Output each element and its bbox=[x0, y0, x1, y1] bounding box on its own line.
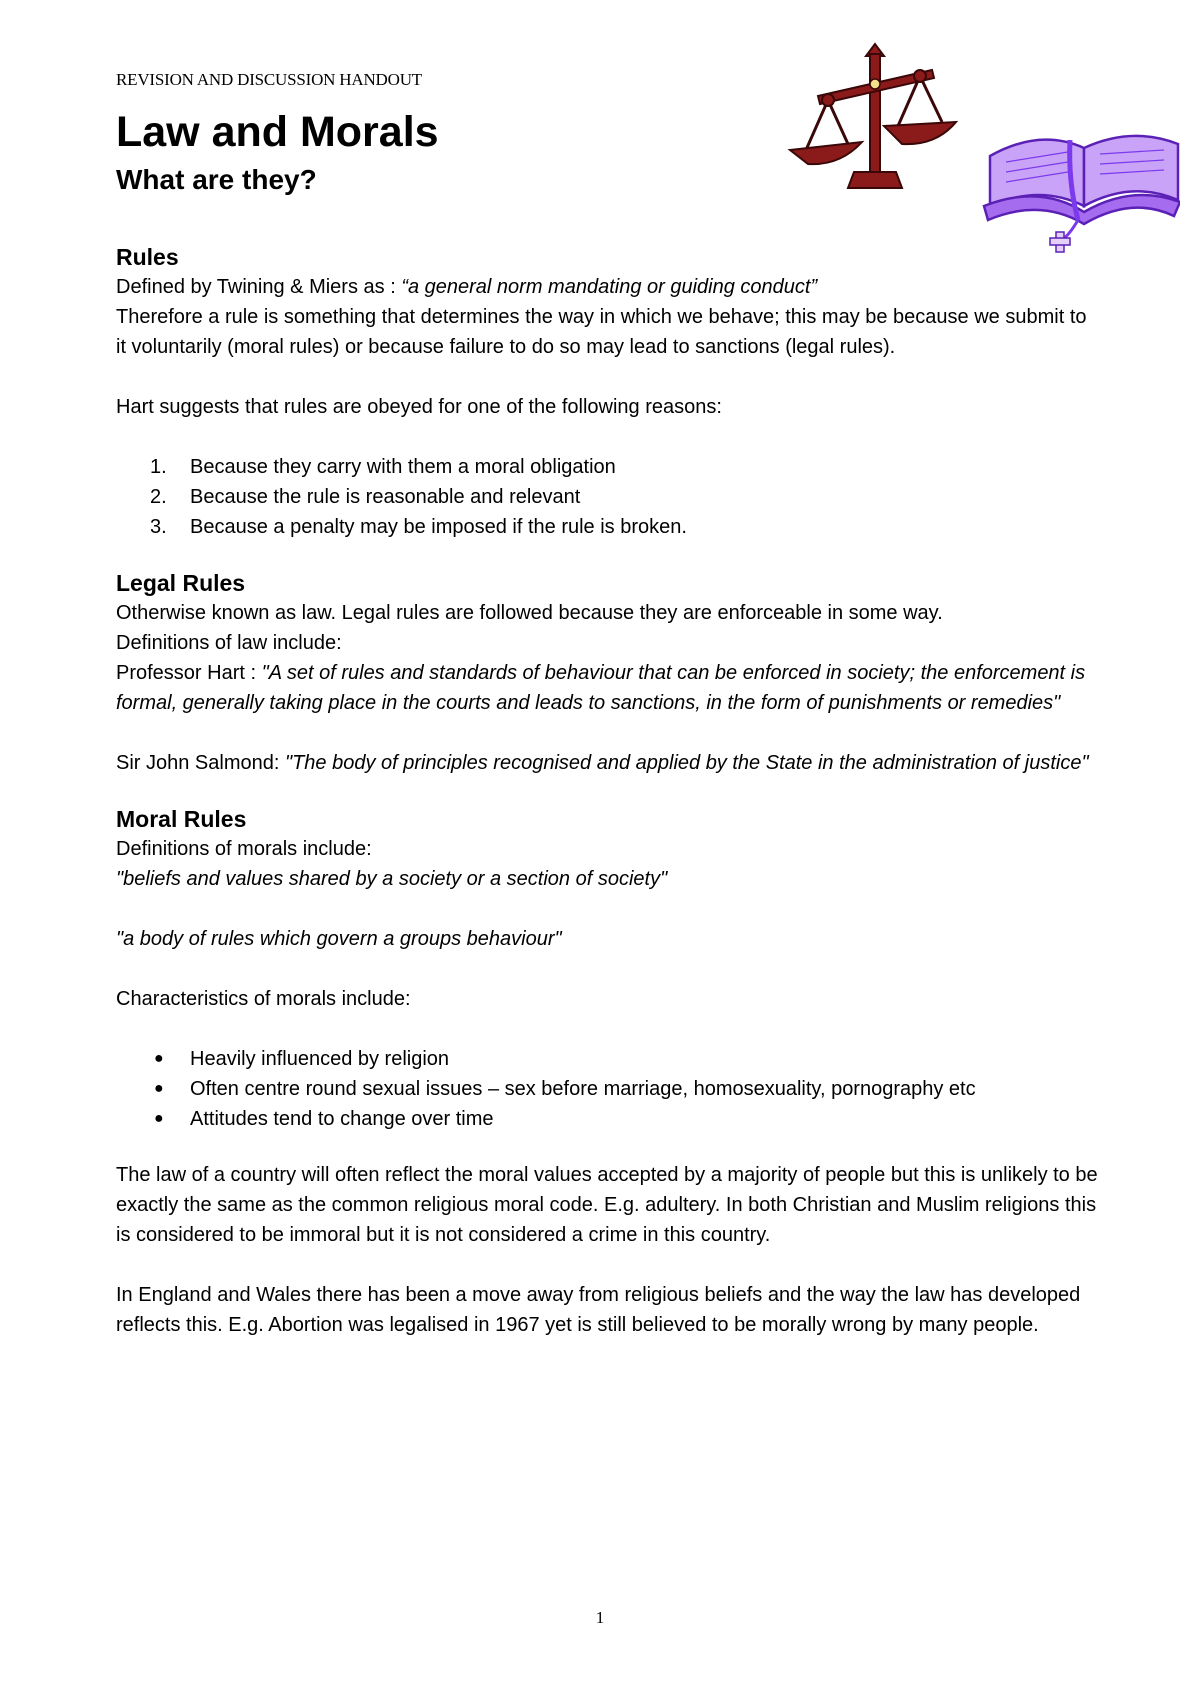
morals-definition-2-quote: "a body of rules which govern a groups behaviour" bbox=[116, 928, 562, 951]
bullet-icon: ● bbox=[154, 1050, 164, 1068]
handout-kicker: REVISION AND DISCUSSION HANDOUT bbox=[116, 70, 422, 89]
list-item-text: Often centre round sexual issues – sex before marriage, homosexuality, pornography etc bbox=[190, 1078, 976, 1101]
list-item-text: Attitudes tend to change over time bbox=[190, 1108, 494, 1131]
bullet-icon: ● bbox=[154, 1110, 164, 1128]
page-number: 1 bbox=[595, 1608, 605, 1627]
england-wales-paragraph: In England and Wales there has been a move away from religious beliefs and the way the law has developed reflects this. E.g. Abortion was legalised in 1967 yet is still believed to be morally wrong by many people. bbox=[116, 1284, 1081, 1337]
bullet-icon: ● bbox=[154, 1080, 164, 1098]
salmond-quote: "The body of principles recognised and applied by the State in the administration of justice" bbox=[284, 752, 1089, 775]
morals-definition-1 bbox=[116, 864, 1101, 894]
legal-rules-section bbox=[116, 568, 1101, 778]
list-number: 2. bbox=[150, 486, 167, 509]
list-item-text: Because the rule is reasonable and relevant bbox=[190, 486, 581, 509]
list-item bbox=[116, 1074, 1101, 1104]
list-number: 3. bbox=[150, 516, 167, 539]
salmond-definition bbox=[116, 748, 1101, 778]
legal-rules-intro: Otherwise known as law. Legal rules are followed because they are enforceable in some way. bbox=[116, 602, 943, 625]
handout-body bbox=[116, 70, 1101, 1340]
morals-definitions-label: Definitions of morals include: bbox=[116, 838, 372, 861]
list-item-text: Because a penalty may be imposed if the rule is broken. bbox=[190, 516, 687, 539]
list-item bbox=[116, 512, 1101, 542]
rules-definition-quote: “a general norm mandating or guiding conduct” bbox=[401, 276, 818, 299]
law-definitions-label: Definitions of law include: bbox=[116, 632, 342, 655]
salmond-label: Sir John Salmond: bbox=[116, 752, 285, 775]
morals-definition-1-quote: "beliefs and values shared by a society or a section of society" bbox=[116, 868, 668, 891]
rules-definition-prefix: Defined by Twining & Miers as : bbox=[116, 276, 402, 299]
hart-quote: "A set of rules and standards of behaviour that can be enforced in society; the enforcement is formal, generally taking place in the courts and leads to sanctions, in the form of punishments or remedies" bbox=[116, 662, 1086, 715]
law-reflects-morals-paragraph: The law of a country will often reflect the moral values accepted by a majority of people but this is unlikely to be exactly the same as the common religious moral code. E.g. adultery. In both Christian and Muslim religions this is considered to be immoral but it is not considered a crime in this country. bbox=[116, 1164, 1098, 1247]
rules-definition bbox=[116, 272, 1101, 302]
moral-rules-heading: Moral Rules bbox=[116, 806, 247, 833]
rules-explanation: Therefore a rule is something that determines the way in which we behave; this may be because we submit to it voluntarily (moral rules) or because failure to do so may lead to sanctions (legal rules). bbox=[116, 306, 1087, 359]
legal-rules-heading: Legal Rules bbox=[116, 570, 246, 597]
hart-reasons-list bbox=[116, 452, 1101, 542]
characteristics-label: Characteristics of morals include: bbox=[116, 988, 411, 1011]
hart-definition bbox=[116, 658, 1101, 718]
list-item-text: Heavily influenced by religion bbox=[190, 1048, 450, 1071]
list-item-text: Because they carry with them a moral obligation bbox=[190, 456, 616, 479]
page-subtitle: What are they? bbox=[116, 164, 317, 196]
list-item bbox=[116, 452, 1101, 482]
hart-intro: Hart suggests that rules are obeyed for one of the following reasons: bbox=[116, 396, 722, 419]
page-title: Law and Morals bbox=[116, 108, 439, 156]
morals-definition-2 bbox=[116, 924, 1101, 954]
hart-label: Professor Hart : bbox=[116, 662, 262, 685]
moral-rules-section bbox=[116, 804, 1101, 1340]
list-item bbox=[116, 482, 1101, 512]
list-number: 1. bbox=[150, 456, 167, 479]
rules-section bbox=[116, 242, 1101, 542]
list-item bbox=[116, 1044, 1101, 1074]
rules-heading: Rules bbox=[116, 244, 179, 271]
list-item bbox=[116, 1104, 1101, 1134]
characteristics-list bbox=[116, 1044, 1101, 1134]
